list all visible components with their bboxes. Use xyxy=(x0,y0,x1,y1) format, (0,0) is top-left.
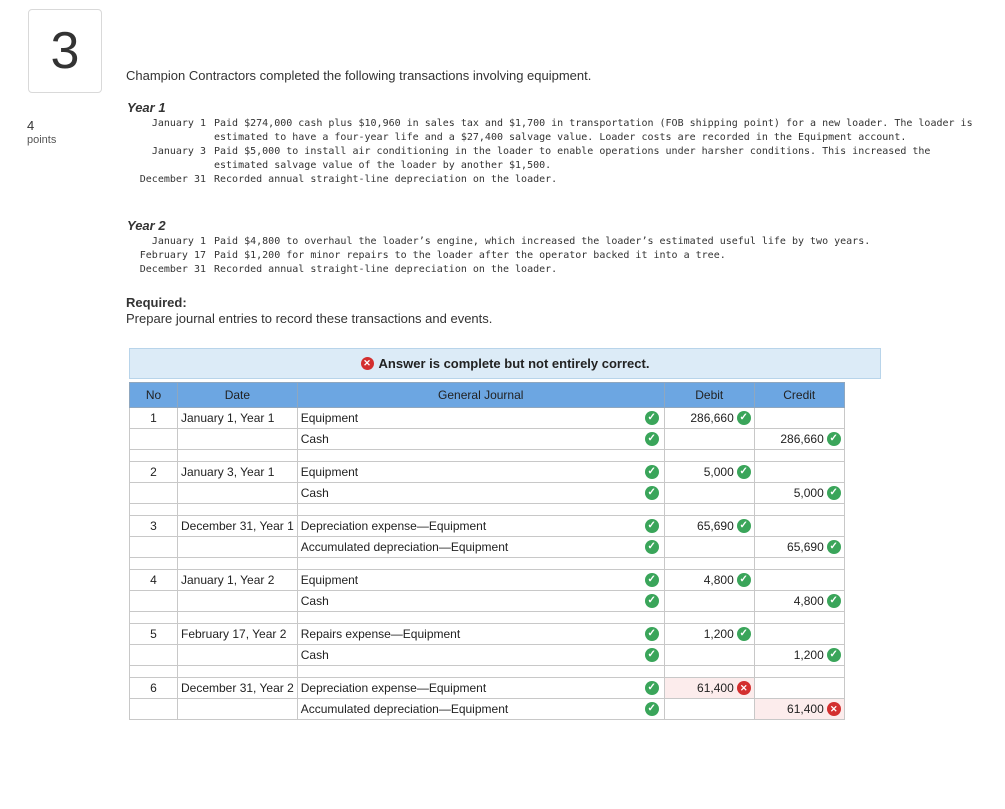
journal-row-debit xyxy=(130,408,845,429)
header-credit: Credit xyxy=(754,383,844,408)
credit-account-name: Cash xyxy=(300,648,329,662)
debit-amount: 1,200 xyxy=(703,626,734,641)
credit-amount: 61,400 xyxy=(787,701,824,716)
check-circle-icon: ✓ xyxy=(645,627,659,641)
debit-amount-cell[interactable] xyxy=(664,591,754,612)
empty-cell xyxy=(664,558,754,570)
transaction-item xyxy=(126,145,984,173)
year2-transactions xyxy=(126,235,984,277)
credit-account-cell[interactable] xyxy=(297,591,664,612)
transaction-date: February 17 xyxy=(139,250,206,261)
empty-cell xyxy=(297,450,664,462)
check-circle-icon: ✓ xyxy=(645,702,659,716)
transaction-item xyxy=(126,235,984,249)
transaction-date: December 31 xyxy=(139,174,206,185)
points-label: points xyxy=(27,134,57,146)
journal-row-credit xyxy=(130,537,845,558)
spacer-row xyxy=(130,666,845,678)
empty-cell xyxy=(130,558,178,570)
spacer-row xyxy=(130,450,845,462)
check-circle-icon: ✓ xyxy=(645,411,659,425)
check-circle-icon: ✓ xyxy=(645,465,659,479)
credit-amount-cell[interactable] xyxy=(754,624,844,645)
debit-amount: 5,000 xyxy=(703,464,734,479)
transaction-text: Paid $1,200 for minor repairs to the loader after the operator backed it into a tree. xyxy=(214,250,726,261)
check-circle-icon: ✓ xyxy=(645,519,659,533)
credit-account-cell[interactable] xyxy=(297,699,664,720)
journal-table xyxy=(129,382,845,720)
entry-date-cell[interactable]: February 17, Year 2 xyxy=(178,624,298,645)
transaction-date: January 1 xyxy=(151,236,206,247)
entry-number: 2 xyxy=(130,462,178,483)
entry-number-empty xyxy=(130,699,178,720)
credit-account-name: Accumulated depreciation—Equipment xyxy=(300,702,509,716)
credit-amount: 1,200 xyxy=(793,647,824,662)
x-circle-icon: ✕ xyxy=(361,357,374,370)
debit-account-name: Equipment xyxy=(300,465,359,479)
transaction-text: Recorded annual straight-line depreciation on the loader. xyxy=(214,264,558,275)
empty-cell xyxy=(297,666,664,678)
credit-amount-cell[interactable] xyxy=(754,516,844,537)
check-circle-icon: ✓ xyxy=(645,681,659,695)
check-circle-icon: ✓ xyxy=(645,540,659,554)
debit-account-name: Depreciation expense—Equipment xyxy=(300,519,487,533)
entry-number-empty xyxy=(130,429,178,450)
debit-account-cell[interactable] xyxy=(297,516,664,537)
transaction-item xyxy=(126,117,984,145)
required-label: Required: xyxy=(126,295,187,310)
check-circle-icon: ✓ xyxy=(737,573,751,587)
transaction-item xyxy=(126,173,984,187)
entry-date-empty xyxy=(178,537,298,558)
empty-cell xyxy=(178,504,298,516)
check-circle-icon: ✓ xyxy=(737,465,751,479)
empty-cell xyxy=(664,612,754,624)
empty-cell xyxy=(130,612,178,624)
entry-date-cell[interactable]: December 31, Year 2 xyxy=(178,678,298,699)
entry-date-empty xyxy=(178,483,298,504)
entry-date-cell[interactable]: January 3, Year 1 xyxy=(178,462,298,483)
credit-account-cell[interactable] xyxy=(297,429,664,450)
entry-number: 6 xyxy=(130,678,178,699)
header-general-journal: General Journal xyxy=(297,383,664,408)
debit-account-name: Repairs expense—Equipment xyxy=(300,627,461,641)
year2-label: Year 2 xyxy=(127,218,166,233)
journal-row-credit xyxy=(130,429,845,450)
journal-row-debit xyxy=(130,516,845,537)
problem-intro: Champion Contractors completed the following transactions involving equipment. xyxy=(126,68,592,83)
journal-row-debit xyxy=(130,678,845,699)
credit-amount-cell[interactable] xyxy=(754,645,844,666)
debit-amount-cell[interactable] xyxy=(664,645,754,666)
empty-cell xyxy=(664,450,754,462)
transaction-text: Paid $274,000 cash plus $10,960 in sales tax and $1,700 in transportation (FOB shipping point) for a new loader. The loader is estimated to have a four-year life and a $27,400 salvage value. Loader costs are recorded in the Equipment account. xyxy=(214,118,973,143)
entry-number-empty xyxy=(130,483,178,504)
question-number: 3 xyxy=(28,9,102,93)
credit-amount-cell[interactable] xyxy=(754,699,844,720)
empty-cell xyxy=(130,666,178,678)
debit-amount-cell[interactable] xyxy=(664,699,754,720)
debit-amount: 286,660 xyxy=(690,410,734,425)
transaction-date: December 31 xyxy=(139,264,206,275)
empty-cell xyxy=(130,504,178,516)
empty-cell xyxy=(754,666,844,678)
entry-number: 3 xyxy=(130,516,178,537)
check-circle-icon: ✓ xyxy=(827,432,841,446)
credit-amount-cell[interactable] xyxy=(754,678,844,699)
x-circle-icon: ✕ xyxy=(827,702,841,716)
credit-amount: 5,000 xyxy=(793,485,824,500)
credit-account-cell[interactable] xyxy=(297,537,664,558)
credit-amount: 286,660 xyxy=(780,431,824,446)
entry-number-empty xyxy=(130,645,178,666)
check-circle-icon: ✓ xyxy=(645,486,659,500)
header-no: No xyxy=(130,383,178,408)
debit-account-cell[interactable] xyxy=(297,570,664,591)
header-date: Date xyxy=(178,383,298,408)
empty-cell xyxy=(178,558,298,570)
entry-number-empty xyxy=(130,591,178,612)
credit-amount-cell[interactable] xyxy=(754,570,844,591)
entry-number: 4 xyxy=(130,570,178,591)
debit-account-cell[interactable] xyxy=(297,462,664,483)
debit-amount-cell[interactable] xyxy=(664,570,754,591)
table-header-row xyxy=(130,383,845,408)
empty-cell xyxy=(297,504,664,516)
empty-cell xyxy=(130,450,178,462)
credit-amount-cell[interactable] xyxy=(754,429,844,450)
entry-number-empty xyxy=(130,537,178,558)
debit-amount-cell[interactable] xyxy=(664,678,754,699)
debit-account-name: Equipment xyxy=(300,573,359,587)
journal-row-debit xyxy=(130,462,845,483)
empty-cell xyxy=(754,504,844,516)
required-section xyxy=(126,295,492,327)
journal-row-credit xyxy=(130,591,845,612)
entry-date-empty xyxy=(178,429,298,450)
debit-amount-cell[interactable] xyxy=(664,516,754,537)
check-circle-icon: ✓ xyxy=(645,573,659,587)
credit-amount: 65,690 xyxy=(787,539,824,554)
credit-amount-cell[interactable] xyxy=(754,537,844,558)
x-circle-icon: ✕ xyxy=(737,681,751,695)
credit-amount: 4,800 xyxy=(793,593,824,608)
empty-cell xyxy=(178,666,298,678)
entry-date-cell[interactable]: January 1, Year 2 xyxy=(178,570,298,591)
empty-cell xyxy=(754,612,844,624)
entry-number: 5 xyxy=(130,624,178,645)
transaction-date: January 1 xyxy=(151,118,206,129)
journal-row-credit xyxy=(130,483,845,504)
credit-account-name: Cash xyxy=(300,432,329,446)
credit-account-cell[interactable] xyxy=(297,483,664,504)
debit-account-name: Equipment xyxy=(300,411,359,425)
check-circle-icon: ✓ xyxy=(645,432,659,446)
credit-amount-cell[interactable] xyxy=(754,483,844,504)
empty-cell xyxy=(178,450,298,462)
credit-amount-cell[interactable] xyxy=(754,408,844,429)
transaction-text: Recorded annual straight-line depreciation on the loader. xyxy=(214,174,558,185)
year1-label: Year 1 xyxy=(127,100,166,115)
transaction-text: Paid $4,800 to overhaul the loader’s engine, which increased the loader’s estimated useful life by two years. xyxy=(214,236,871,247)
points-indicator xyxy=(27,118,56,148)
debit-account-name: Depreciation expense—Equipment xyxy=(300,681,487,695)
answer-status-text: Answer is complete but not entirely correct. xyxy=(378,356,650,371)
check-circle-icon: ✓ xyxy=(827,594,841,608)
header-debit: Debit xyxy=(664,383,754,408)
debit-account-cell[interactable] xyxy=(297,624,664,645)
check-circle-icon: ✓ xyxy=(827,486,841,500)
entry-date-empty xyxy=(178,591,298,612)
points-value: 4 xyxy=(27,118,35,133)
entry-date-empty xyxy=(178,699,298,720)
entry-date-cell[interactable]: January 1, Year 1 xyxy=(178,408,298,429)
empty-cell xyxy=(754,558,844,570)
check-circle-icon: ✓ xyxy=(737,411,751,425)
debit-account-cell[interactable] xyxy=(297,408,664,429)
check-circle-icon: ✓ xyxy=(827,648,841,662)
check-circle-icon: ✓ xyxy=(827,540,841,554)
debit-amount-cell[interactable] xyxy=(664,429,754,450)
debit-account-cell[interactable] xyxy=(297,678,664,699)
credit-amount-cell[interactable] xyxy=(754,462,844,483)
debit-amount-cell[interactable] xyxy=(664,483,754,504)
empty-cell xyxy=(297,558,664,570)
transaction-item xyxy=(126,263,984,277)
journal-row-debit xyxy=(130,570,845,591)
spacer-row xyxy=(130,504,845,516)
journal-row-credit xyxy=(130,699,845,720)
check-circle-icon: ✓ xyxy=(645,648,659,662)
check-circle-icon: ✓ xyxy=(645,594,659,608)
journal-body xyxy=(130,408,845,720)
debit-amount: 4,800 xyxy=(703,572,734,587)
empty-cell xyxy=(664,504,754,516)
credit-account-cell[interactable] xyxy=(297,645,664,666)
debit-amount-cell[interactable] xyxy=(664,624,754,645)
entry-date-empty xyxy=(178,645,298,666)
credit-account-name: Cash xyxy=(300,594,329,608)
journal-row-debit xyxy=(130,624,845,645)
answer-status-banner xyxy=(129,348,881,379)
empty-cell xyxy=(664,666,754,678)
debit-amount: 65,690 xyxy=(697,518,734,533)
debit-amount: 61,400 xyxy=(697,680,734,695)
check-circle-icon: ✓ xyxy=(737,519,751,533)
transaction-date: January 3 xyxy=(151,146,206,157)
journal-row-credit xyxy=(130,645,845,666)
entry-date-cell[interactable]: December 31, Year 1 xyxy=(178,516,298,537)
empty-cell xyxy=(297,612,664,624)
spacer-row xyxy=(130,612,845,624)
year1-transactions xyxy=(126,117,984,187)
debit-amount-cell[interactable] xyxy=(664,408,754,429)
debit-amount-cell[interactable] xyxy=(664,537,754,558)
transaction-text: Paid $5,000 to install air conditioning in the loader to enable operations under harsher conditions. This increased the estimated salvage value of the loader by another $1,500. xyxy=(214,146,931,171)
spacer-row xyxy=(130,558,845,570)
entry-number: 1 xyxy=(130,408,178,429)
transaction-item xyxy=(126,249,984,263)
empty-cell xyxy=(178,612,298,624)
credit-account-name: Accumulated depreciation—Equipment xyxy=(300,540,509,554)
required-text: Prepare journal entries to record these transactions and events. xyxy=(126,311,493,326)
credit-account-name: Cash xyxy=(300,486,329,500)
credit-amount-cell[interactable] xyxy=(754,591,844,612)
empty-cell xyxy=(754,450,844,462)
check-circle-icon: ✓ xyxy=(737,627,751,641)
debit-amount-cell[interactable] xyxy=(664,462,754,483)
